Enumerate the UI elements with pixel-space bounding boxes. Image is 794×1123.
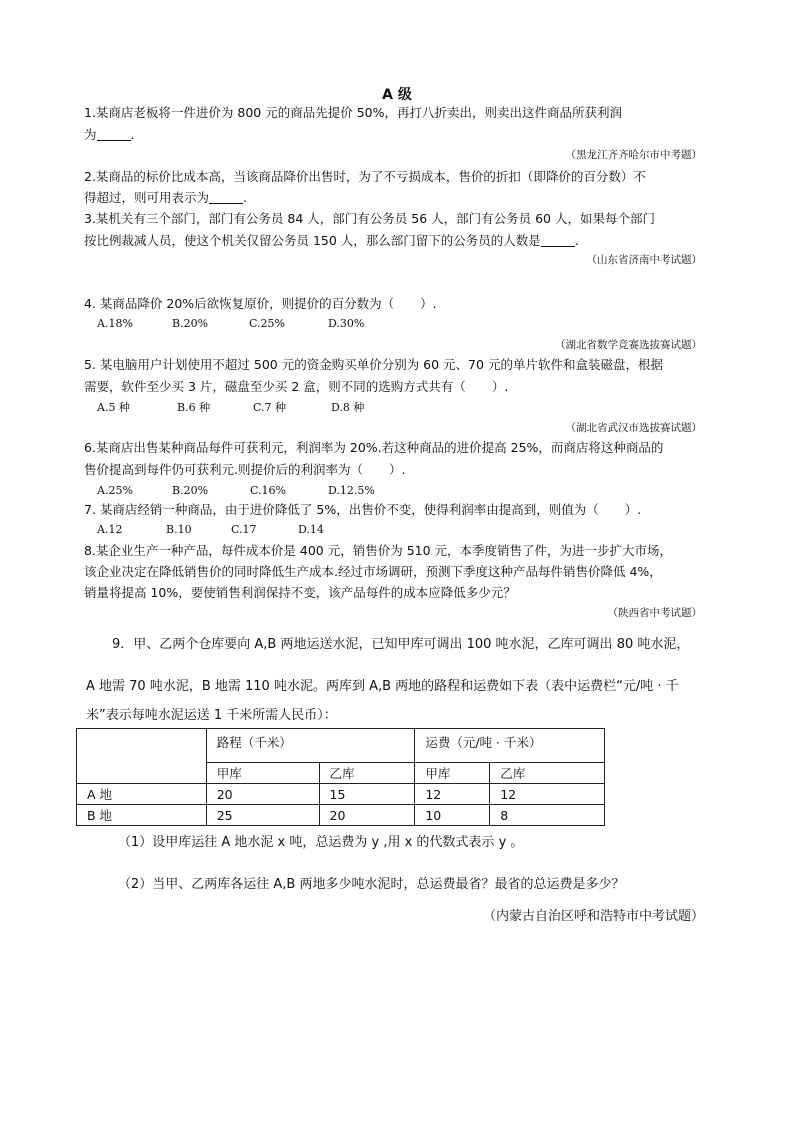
q3-line2 <box>84 233 579 249</box>
q1-line2-text: 为 <box>84 127 97 142</box>
q6-line2-text: 售价提高到每件仍可获利元.则提价后的利润率为（ <box>84 462 363 477</box>
q6-line2 <box>84 462 405 478</box>
q1-line2 <box>84 127 135 143</box>
distance-group-header: 路程（千米） <box>206 729 415 763</box>
q9-line2: A 地需 70 吨水泥，B 地需 110 吨水泥。两库到 A,B 两地的路程和运费如下表（表中运费栏“元/吨 · 千 <box>86 679 679 694</box>
q9-line3: 米”表示每吨水泥运送 1 千米所需人民币）： <box>86 708 337 723</box>
q2-line2 <box>84 190 247 206</box>
sub-header-cell: 乙库 <box>490 763 605 784</box>
q9-line1: 9．甲、乙两个仓库要向 A,B 两地运送水泥，已知甲库可调出 100 吨水泥，乙库可调出 80 吨水泥， <box>112 637 690 652</box>
q8-line3: 销量将提高 10%，要使销售利润保持不变，该产品每件的成本应降低多少元？ <box>84 585 516 600</box>
table-cell: 12 <box>490 784 605 805</box>
q4-option-c: C.25% <box>249 317 285 330</box>
q5-line2 <box>84 379 508 395</box>
q5-option-c: C.7 种 <box>253 401 287 414</box>
q1-source: （黑龙江齐齐哈尔市中考题） <box>565 149 702 161</box>
q2-line2-end: . <box>243 190 247 205</box>
q4-option-a: A.18% <box>97 317 133 330</box>
q4-source: （湖北省数学竞赛选拔赛试题） <box>555 339 702 351</box>
q1-line1: 1.某商店老板将一件进价为 800 元的商品先提价 50%，再打八折卖出，则卖出这件商品所获利润 <box>84 105 622 120</box>
q8-source: （陕西省中考试题） <box>607 607 702 619</box>
table-row <box>77 784 605 805</box>
q3-source: （山东省济南中考试题） <box>586 254 702 266</box>
sub-header-cell: 甲库 <box>206 763 319 784</box>
q7-option-d: D.14 <box>298 523 324 536</box>
q6-option-d: D.12.5% <box>328 484 375 497</box>
q4-line1 <box>84 296 437 312</box>
q6-option-b: B.20% <box>172 484 209 497</box>
table-cell: 25 <box>206 805 319 826</box>
q8-line1: 8.某企业生产一种产品，每件成本价是 400 元，销售价为 510 元，本季度销售了件，为进一步扩大市场， <box>84 543 673 558</box>
q4-option-d: D.30% <box>328 317 365 330</box>
q5-option-a: A.5 种 <box>97 401 130 414</box>
q7-option-b: B.10 <box>166 523 192 536</box>
q3-line2-end: . <box>574 233 579 248</box>
table-cell: 15 <box>319 784 415 805</box>
table-group-header-row <box>77 729 605 763</box>
table-cell: 20 <box>206 784 319 805</box>
table-cell: 8 <box>490 805 605 826</box>
q6-option-c: C.16% <box>250 484 286 497</box>
q1-line2-end: . <box>130 127 135 142</box>
q7-option-a: A.12 <box>97 523 123 536</box>
q4-stem-end: ）. <box>420 296 437 311</box>
q9-part2: （2）当甲、乙两库各运往 A,B 两地多少吨水泥时，总运费最省？最省的总运费是多少？ <box>118 877 625 892</box>
q7-option-c: C.17 <box>231 523 257 536</box>
answer-blank <box>209 191 243 204</box>
cost-group-header: 运费（元/吨 · 千米） <box>415 729 605 763</box>
q7-line1 <box>84 502 641 518</box>
row-label: A 地 <box>77 784 207 805</box>
q7-stem: 7. 某商店经销一种商品，由于进价降低了 5%，出售价不变，使得利润率由提高到，则值为（ <box>84 502 599 517</box>
answer-blank <box>97 128 131 141</box>
row-label: B 地 <box>77 805 207 826</box>
sub-header-cell: 甲库 <box>415 763 490 784</box>
q6-line1: 6.某商店出售某种商品每件可获利元，利润率为 20%.若这种商品的进价提高 25%，而商店将这种商品的 <box>84 440 664 455</box>
q9-source: （内蒙古自治区呼和浩特市中考试题） <box>482 909 704 924</box>
table-row <box>77 805 605 826</box>
q6-line2-end: ）. <box>388 462 406 477</box>
q5-option-d: D.8 种 <box>331 401 365 414</box>
answer-blank <box>541 234 575 247</box>
table-cell: 10 <box>415 805 490 826</box>
table-cell: 12 <box>415 784 490 805</box>
q5-source: （湖北省武汉市选拔赛试题） <box>565 422 702 434</box>
q2-line1: 2.某商品的标价比成本高，当该商品降价出售时，为了不亏损成本，售价的折扣（即降价的百分数）不 <box>84 169 646 184</box>
q5-line1: 5. 某电脑用户计划使用不超过 500 元的资金购买单价分别为 60 元、70 元的单片软件和盒装磁盘，根据 <box>84 357 663 372</box>
q5-option-b: B.6 种 <box>177 401 211 414</box>
section-heading: A 级 <box>382 87 412 103</box>
q3-line1: 3.某机关有三个部门，部门有公务员 84 人，部门有公务员 56 人，部门有公务员 60 人，如果每个部门 <box>84 211 655 226</box>
table-corner-cell <box>77 729 207 784</box>
sub-header-cell: 乙库 <box>319 763 415 784</box>
q5-line2-text: 需要，软件至少买 3 片，磁盘至少买 2 盒，则不同的选购方式共有（ <box>84 379 466 394</box>
q7-stem-end: ）. <box>624 502 642 517</box>
distance-cost-table <box>76 728 605 826</box>
q5-line2-end: ）. <box>491 379 509 394</box>
q9-part1: （1）设甲库运往 A 地水泥 x 吨，总运费为 y ,用 x 的代数式表示 y 。 <box>118 835 524 850</box>
q4-option-b: B.20% <box>172 317 209 330</box>
q6-option-a: A.25% <box>97 484 133 497</box>
table-cell: 20 <box>319 805 415 826</box>
q3-line2-text: 按比例裁减人员，使这个机关仅留公务员 150 人，那么部门留下的公务员的人数是 <box>84 233 541 248</box>
q8-line2: 该企业决定在降低销售价的同时降低生产成本.经过市场调研，预测下季度这种产品每件销售价降低 4%， <box>84 564 662 579</box>
q2-line2-text: 得超过，则可用表示为 <box>84 190 210 205</box>
q4-stem: 4. 某商品降价 20%后欲恢复原价，则提价的百分数为（ <box>84 296 395 311</box>
